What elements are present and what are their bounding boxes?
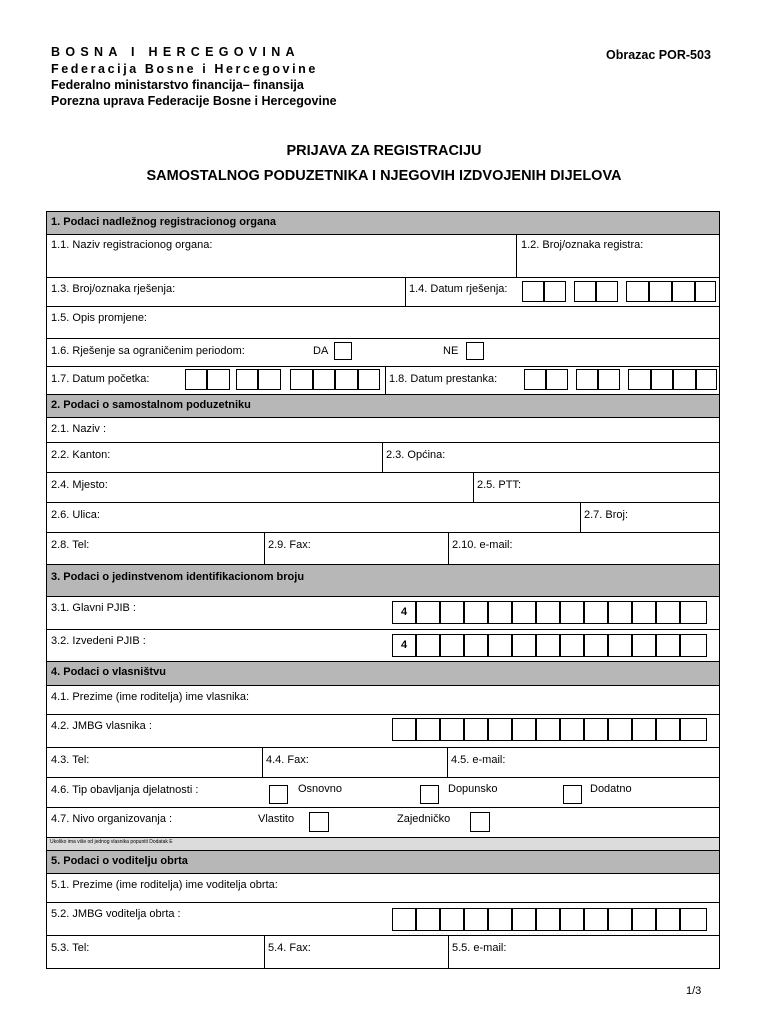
label-2-4: 2.4. Mjesto: [51,479,108,491]
label-vlastito: Vlastito [258,813,295,825]
jmbg-owner-digit-8[interactable] [560,718,584,741]
pjib-main-digit-7[interactable] [536,601,560,624]
row-1-3 [47,278,719,307]
form-code: Obrazac POR-503 [606,48,711,62]
label-osnovno: Osnovno [298,783,343,795]
date-1-8-year-2[interactable] [651,369,673,390]
jmbg-owner-digit-10[interactable] [608,718,632,741]
jmbg-owner-digit-2[interactable] [416,718,440,741]
pjib-derived-digit-1: 4 [392,634,416,657]
label-2-3: 2.3. Općina: [386,449,446,461]
jmbg-manager-digit-2[interactable] [416,908,440,931]
row-5-1 [47,874,719,903]
label-4-6: 4.6. Tip obavljanja djelatnosti : [51,784,199,796]
label-4-1: 4.1. Prezime (ime roditelja) ime vlasnika: [51,691,250,703]
date-1-4-year-1[interactable] [626,281,649,302]
date-1-7-year-1[interactable] [290,369,313,390]
pjib-derived-digit-5[interactable] [488,634,512,657]
header-authority: Porezna uprava Federacije Bosne i Hercegovine [51,94,337,108]
pjib-main-digit-9[interactable] [584,601,608,624]
date-1-4-day-1[interactable] [522,281,544,302]
pjib-main-digit-11[interactable] [632,601,656,624]
section-2-title: 2. Podaci o samostalnom poduzetniku [51,399,251,411]
pjib-derived-digit-3[interactable] [440,634,464,657]
label-2-8: 2.8. Tel: [51,539,90,551]
jmbg-owner-digit-5[interactable] [488,718,512,741]
pjib-main-digit-1: 4 [392,601,416,624]
row-owner-note [47,838,719,851]
section-2-heading [47,395,719,418]
date-1-7-month-2[interactable] [258,369,281,390]
row-5-2 [47,903,719,936]
row-2-6 [47,503,719,533]
checkbox-da[interactable] [334,342,352,360]
pjib-derived-digit-11[interactable] [632,634,656,657]
pjib-derived-digit-4[interactable] [464,634,488,657]
label-5-5: 5.5. e-mail: [452,942,507,954]
pjib-derived-digit-9[interactable] [584,634,608,657]
row-1-5 [47,307,719,339]
label-5-3: 5.3. Tel: [51,942,90,954]
pjib-derived-digit-13[interactable] [680,634,707,657]
form-subtitle: SAMOSTALNOG PODUZETNIKA I NJEGOVIH IZDVOJENIH DIJELOVA [146,168,622,184]
checkbox-dodatno[interactable] [563,785,582,804]
label-1-6: 1.6. Rješenje sa ograničenim periodom: [51,345,245,357]
date-1-8-year-3[interactable] [673,369,696,390]
date-1-7-day-1[interactable] [185,369,207,390]
jmbg-owner-digit-3[interactable] [440,718,464,741]
label-4-3: 4.3. Tel: [51,754,90,766]
date-1-8-year-4[interactable] [696,369,717,390]
registration-form [46,211,720,969]
pjib-main-digit-4[interactable] [464,601,488,624]
label-2-7: 2.7. Broj: [584,509,629,521]
pjib-main-digit-13[interactable] [680,601,707,624]
section-5-heading [47,851,719,874]
jmbg-manager-digit-11[interactable] [632,908,656,931]
label-1-1: 1.1. Naziv registracionog organa: [51,239,213,251]
date-1-8-day-1[interactable] [524,369,546,390]
date-1-7-year-4[interactable] [358,369,380,390]
label-dopunsko: Dopunsko [448,783,498,795]
row-4-2 [47,715,719,748]
label-1-5: 1.5. Opis promjene: [51,312,147,324]
label-1-4: 1.4. Datum rješenja: [409,283,508,295]
jmbg-manager-digit-1[interactable] [392,908,416,931]
checkbox-osnovno[interactable] [269,785,288,804]
pjib-main-digit-3[interactable] [440,601,464,624]
label-5-4: 5.4. Fax: [268,942,311,954]
pjib-derived-digit-8[interactable] [560,634,584,657]
checkbox-ne[interactable] [466,342,484,360]
date-1-4-year-2[interactable] [649,281,672,302]
date-1-7-month-1[interactable] [236,369,258,390]
jmbg-owner-digit-12[interactable] [656,718,680,741]
label-4-7: 4.7. Nivo organizovanja : [51,813,173,825]
jmbg-owner-digit-11[interactable] [632,718,656,741]
jmbg-owner-digit-6[interactable] [512,718,536,741]
date-1-4-year-4[interactable] [695,281,716,302]
date-1-8-day-2[interactable] [546,369,568,390]
row-1-1 [47,235,719,278]
row-4-3 [47,748,719,778]
row-4-1 [47,686,719,715]
jmbg-manager-digit-6[interactable] [512,908,536,931]
jmbg-manager-digit-9[interactable] [584,908,608,931]
label-2-2: 2.2. Kanton: [51,449,111,461]
jmbg-manager-digit-13[interactable] [680,908,707,931]
date-1-4-month-2[interactable] [596,281,618,302]
section-5-title: 5. Podaci o voditelju obrta [51,855,188,867]
date-1-8-year-1[interactable] [628,369,651,390]
section-4-heading [47,662,719,686]
label-4-4: 4.4. Fax: [266,754,309,766]
label-1-8: 1.8. Datum prestanka: [389,373,498,385]
label-1-7: 1.7. Datum početka: [51,373,150,385]
label-4-5: 4.5. e-mail: [451,754,506,766]
jmbg-manager-digit-12[interactable] [656,908,680,931]
row-1-7 [47,367,719,395]
pjib-main-digit-6[interactable] [512,601,536,624]
row-1-6 [47,339,719,367]
pjib-derived-digit-2[interactable] [416,634,440,657]
date-1-4-day-2[interactable] [544,281,566,302]
jmbg-manager-digit-8[interactable] [560,908,584,931]
jmbg-manager-digit-7[interactable] [536,908,560,931]
date-1-4-year-3[interactable] [672,281,695,302]
row-3-2 [47,630,719,662]
jmbg-manager-digit-10[interactable] [608,908,632,931]
date-1-4-month-1[interactable] [574,281,596,302]
jmbg-owner-digit-4[interactable] [464,718,488,741]
pjib-main-digit-2[interactable] [416,601,440,624]
jmbg-owner-digit-1[interactable] [392,718,416,741]
label-dodatno: Dodatno [590,783,632,795]
section-4-title: 4. Podaci o vlasništvu [51,666,166,678]
label-ne: NE [443,345,459,357]
pjib-main-digit-12[interactable] [656,601,680,624]
form-title: PRIJAVA ZA REGISTRACIJU [286,143,482,159]
label-2-5: 2.5. PTT: [477,479,522,491]
header-ministry: Federalno ministarstvo financija– finansija [51,78,304,92]
label-5-2: 5.2. JMBG voditelja obrta : [51,908,181,920]
row-2-4 [47,473,719,503]
row-2-1 [47,418,719,443]
pjib-derived-digit-10[interactable] [608,634,632,657]
label-5-1: 5.1. Prezime (ime roditelja) ime voditelja obrta: [51,879,278,891]
pjib-derived-digit-12[interactable] [656,634,680,657]
section-3-heading [47,565,719,597]
label-1-2: 1.2. Broj/oznaka registra: [521,239,644,251]
header-country: BOSNA I HERCEGOVINA [51,45,300,59]
row-2-8 [47,533,719,565]
label-da: DA [313,345,329,357]
checkbox-vlastito[interactable] [309,812,329,832]
date-1-8-month-2[interactable] [598,369,620,390]
date-1-7-year-2[interactable] [313,369,335,390]
jmbg-owner-digit-9[interactable] [584,718,608,741]
date-1-8-month-1[interactable] [576,369,598,390]
label-1-3: 1.3. Broj/oznaka rješenja: [51,283,176,295]
date-1-7-day-2[interactable] [207,369,230,390]
note-additional-owners: Ukoliko ima više od jednog vlasnika popuniti Dodatak E [50,839,173,845]
jmbg-owner-digit-13[interactable] [680,718,707,741]
checkbox-zajednicko[interactable] [470,812,490,832]
label-4-2: 4.2. JMBG vlasnika : [51,720,152,732]
row-3-1 [47,597,719,630]
label-3-2: 3.2. Izvedeni PJIB : [51,635,146,647]
row-4-7 [47,808,719,838]
label-2-10: 2.10. e-mail: [452,539,513,551]
pjib-derived-digit-6[interactable] [512,634,536,657]
label-2-6: 2.6. Ulica: [51,509,100,521]
header-federation: Federacija Bosne i Hercegovine [51,62,318,76]
jmbg-manager-digit-4[interactable] [464,908,488,931]
label-2-1: 2.1. Naziv : [51,423,107,435]
row-2-2 [47,443,719,473]
date-1-7-year-3[interactable] [335,369,358,390]
section-1-heading [47,212,719,235]
jmbg-manager-digit-3[interactable] [440,908,464,931]
jmbg-manager-digit-5[interactable] [488,908,512,931]
label-zajednicko: Zajedničko [397,813,451,825]
pjib-derived-digit-7[interactable] [536,634,560,657]
jmbg-owner-digit-7[interactable] [536,718,560,741]
checkbox-dopunsko[interactable] [420,785,439,804]
page-number: 1/3 [686,985,702,997]
row-4-6 [47,778,719,808]
label-3-1: 3.1. Glavni PJIB : [51,602,136,614]
pjib-main-digit-10[interactable] [608,601,632,624]
pjib-main-digit-5[interactable] [488,601,512,624]
section-3-title: 3. Podaci o jedinstvenom identifikacionom broju [51,571,305,583]
label-2-9: 2.9. Fax: [268,539,311,551]
section-1-title: 1. Podaci nadležnog registracionog organa [51,216,276,228]
row-5-3 [47,936,719,968]
pjib-main-digit-8[interactable] [560,601,584,624]
